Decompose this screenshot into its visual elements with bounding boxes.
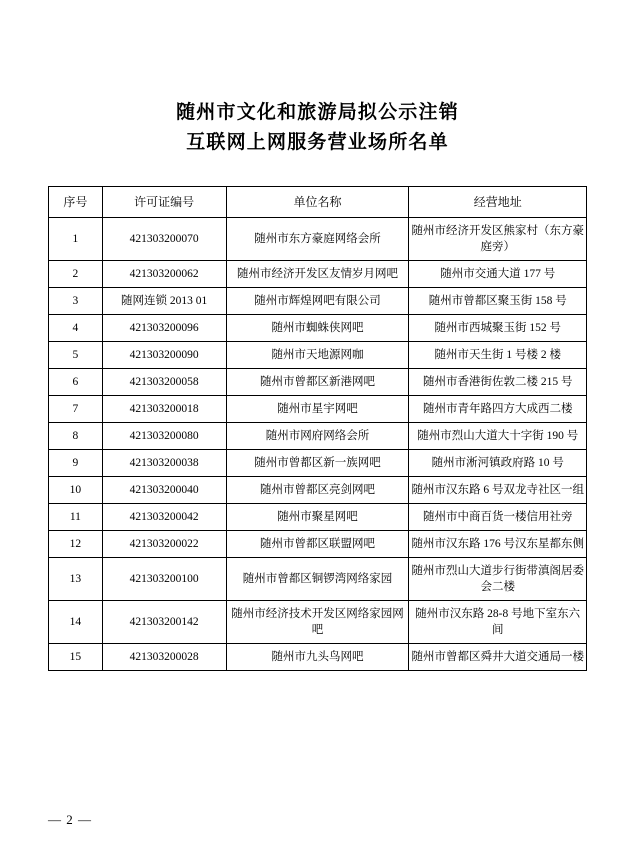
cell-name: 随州市天地源网咖 <box>226 342 409 369</box>
cell-seq: 15 <box>49 644 103 671</box>
cell-address: 随州市汉东路 28-8 号地下室东六间 <box>409 601 587 644</box>
cell-address: 随州市烈山大道大十字街 190 号 <box>409 423 587 450</box>
column-header-seq: 序号 <box>49 187 103 218</box>
cell-seq: 7 <box>49 396 103 423</box>
cell-name: 随州市辉煌网吧有限公司 <box>226 288 409 315</box>
cell-name: 随州市星宇网吧 <box>226 396 409 423</box>
cell-address: 随州市青年路四方大成西二楼 <box>409 396 587 423</box>
cell-address: 随州市汉东路 176 号汉东星都东侧 <box>409 531 587 558</box>
cell-seq: 2 <box>49 261 103 288</box>
cell-license: 随网连锁 2013 01 <box>102 288 226 315</box>
cell-license: 421303200062 <box>102 261 226 288</box>
cell-license: 421303200022 <box>102 531 226 558</box>
cell-name: 随州市曾都区亮剑网吧 <box>226 477 409 504</box>
cell-license: 421303200100 <box>102 558 226 601</box>
cell-address: 随州市香港街佐敦二楼 215 号 <box>409 369 587 396</box>
title-line-1: 随州市文化和旅游局拟公示注销 <box>176 102 459 123</box>
table-header-row <box>49 187 587 218</box>
cell-license: 421303200042 <box>102 504 226 531</box>
table-row <box>49 601 587 644</box>
table-row <box>49 504 587 531</box>
cell-name: 随州市蜘蛛侠网吧 <box>226 315 409 342</box>
column-header-name: 单位名称 <box>226 187 409 218</box>
cell-name: 随州市曾都区新港网吧 <box>226 369 409 396</box>
table-row <box>49 558 587 601</box>
cell-license: 421303200018 <box>102 396 226 423</box>
page-title <box>48 0 587 158</box>
cell-seq: 12 <box>49 531 103 558</box>
cell-name: 随州市九头鸟网吧 <box>226 644 409 671</box>
cell-license: 421303200096 <box>102 315 226 342</box>
cell-name: 随州市曾都区铜锣湾网络家园 <box>226 558 409 601</box>
cell-license: 421303200070 <box>102 218 226 261</box>
cell-license: 421303200040 <box>102 477 226 504</box>
cell-seq: 8 <box>49 423 103 450</box>
cell-seq: 5 <box>49 342 103 369</box>
cell-license: 421303200090 <box>102 342 226 369</box>
cell-name: 随州市曾都区新一族网吧 <box>226 450 409 477</box>
cell-address: 随州市汉东路 6 号双龙寺社区一组 <box>409 477 587 504</box>
cell-seq: 10 <box>49 477 103 504</box>
cell-seq: 13 <box>49 558 103 601</box>
table-row <box>49 450 587 477</box>
table-row <box>49 315 587 342</box>
cell-name: 随州市聚星网吧 <box>226 504 409 531</box>
cell-name: 随州市网府网络会所 <box>226 423 409 450</box>
cell-license: 421303200058 <box>102 369 226 396</box>
cell-license: 421303200142 <box>102 601 226 644</box>
table-row <box>49 396 587 423</box>
license-table <box>48 186 587 671</box>
table-row <box>49 477 587 504</box>
cell-address: 随州市烈山大道步行街带滇阁居委会二楼 <box>409 558 587 601</box>
cell-seq: 14 <box>49 601 103 644</box>
cell-address: 随州市天生街 1 号楼 2 楼 <box>409 342 587 369</box>
cell-license: 421303200080 <box>102 423 226 450</box>
cell-seq: 3 <box>49 288 103 315</box>
cell-address: 随州市中商百货一楼信用社旁 <box>409 504 587 531</box>
cell-seq: 4 <box>49 315 103 342</box>
cell-name: 随州市东方豪庭网络会所 <box>226 218 409 261</box>
table-row <box>49 342 587 369</box>
table-row <box>49 261 587 288</box>
cell-license: 421303200028 <box>102 644 226 671</box>
table-row <box>49 218 587 261</box>
cell-address: 随州市西城聚玉街 152 号 <box>409 315 587 342</box>
table-row <box>49 644 587 671</box>
table-row <box>49 369 587 396</box>
page-number: — 2 — <box>48 812 92 827</box>
cell-license: 421303200038 <box>102 450 226 477</box>
cell-address: 随州市曾都区聚玉街 158 号 <box>409 288 587 315</box>
cell-seq: 1 <box>49 218 103 261</box>
title-line-2: 互联网上网服务营业场所名单 <box>186 132 449 153</box>
cell-name: 随州市经济技术开发区网络家园网吧 <box>226 601 409 644</box>
cell-address: 随州市淅河镇政府路 10 号 <box>409 450 587 477</box>
cell-address: 随州市经济开发区熊家村（东方豪庭旁） <box>409 218 587 261</box>
license-table-wrapper <box>48 186 587 671</box>
cell-name: 随州市经济开发区友情岁月网吧 <box>226 261 409 288</box>
cell-seq: 6 <box>49 369 103 396</box>
cell-name: 随州市曾都区联盟网吧 <box>226 531 409 558</box>
column-header-license: 许可证编号 <box>102 187 226 218</box>
cell-address: 随州市曾都区舜井大道交通局一楼 <box>409 644 587 671</box>
cell-seq: 11 <box>49 504 103 531</box>
table-row <box>49 288 587 315</box>
column-header-address: 经营地址 <box>409 187 587 218</box>
table-row <box>49 423 587 450</box>
cell-seq: 9 <box>49 450 103 477</box>
table-row <box>49 531 587 558</box>
cell-address: 随州市交通大道 177 号 <box>409 261 587 288</box>
